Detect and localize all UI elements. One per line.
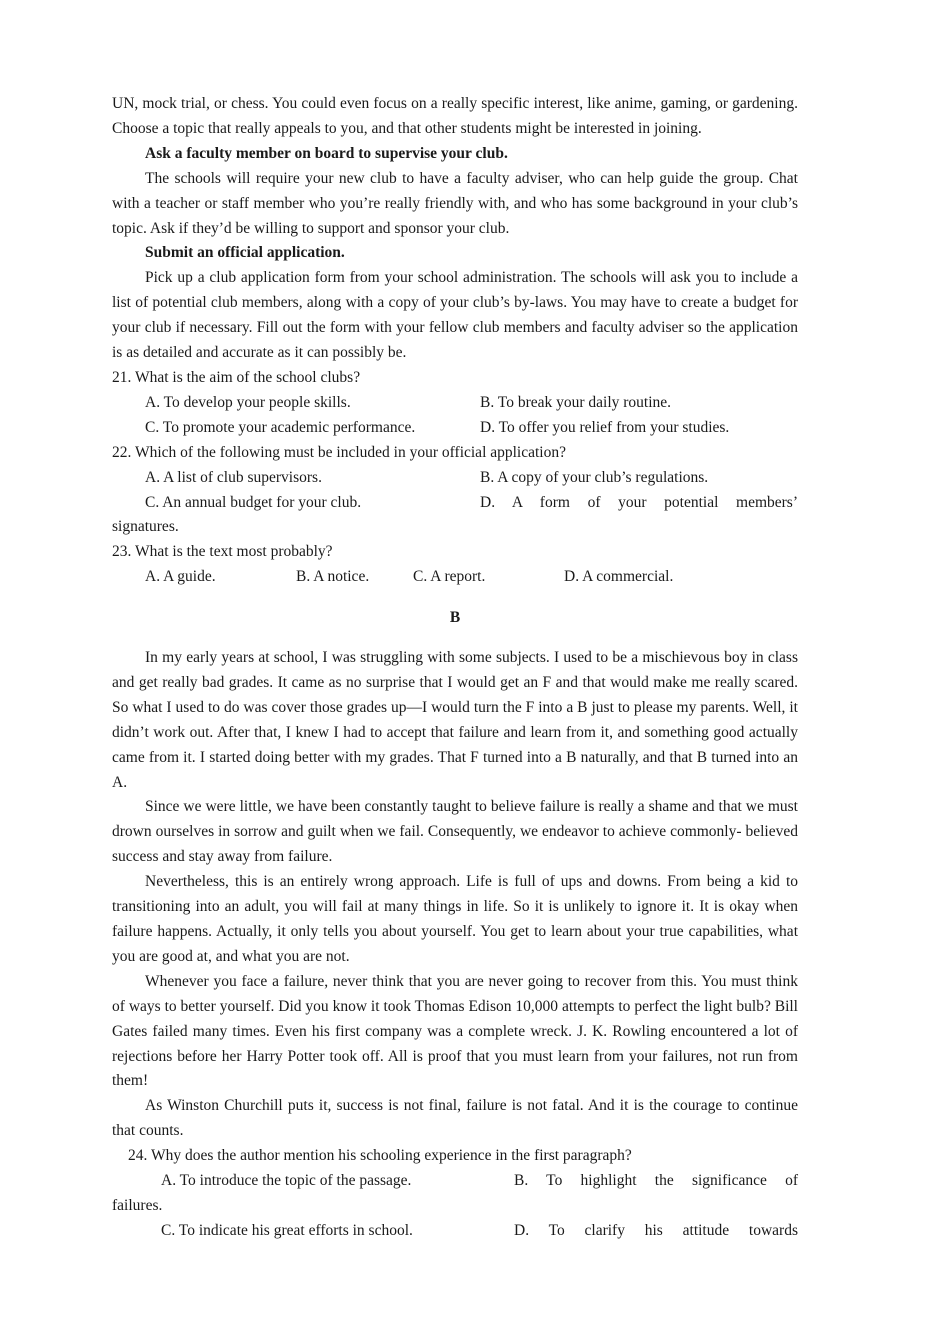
question-21-options-row-2 — [112, 416, 798, 441]
question-22-option-d: D. A form of your potential members’ — [480, 493, 798, 511]
question-22-option-b: B. A copy of your club’s regulations. — [480, 468, 709, 486]
question-24-options-row-1 — [112, 1169, 798, 1194]
question-21-stem: 21. What is the aim of the school clubs? — [112, 368, 361, 386]
question-22-option-d-continued: signatures. — [112, 518, 179, 536]
passage-b-paragraph-4: Whenever you face a failure, never think that you are never going to recover from this. You must think of ways to better yourself. Did you know it took Thomas Edison 10,000 attempts to perfect the light bulb? Bill Gates failed many times. Even his first company was a complete wreck. J. K. Rowling encountered a lot of rejections before her Harry Potter took off. All is proof that you must learn from your failures, not run from them! — [112, 972, 798, 1090]
passage-a-intro-end: UN, mock trial, or chess. You could even focus on a really specific interest, like anime, gaming, or gardening. Choose a topic that really appeals to you, and that other students might be interested in joining. — [112, 95, 798, 137]
section-b-label: B — [449, 608, 461, 626]
paragraph-faculty: The schools will require your new club to have a faculty adviser, who can help guide the group. Chat with a teacher or staff member who you’re really friendly with, and who has some background in your club’s topic. Ask if they’d be willing to support and sponsor your club. — [112, 169, 798, 237]
question-24-stem: 24. Why does the author mention his schooling experience in the first paragraph? — [128, 1147, 632, 1165]
question-24-option-b-continued: failures. — [112, 1196, 163, 1214]
passage-b-paragraph-5: As Winston Churchill puts it, success is not final, failure is not fatal. And it is the courage to continue that counts. — [112, 1097, 798, 1140]
question-22-options-row-2 — [112, 491, 798, 516]
question-21-option-b: B. To break your daily routine. — [480, 393, 672, 411]
question-23-option-b: B. A notice. — [296, 568, 370, 586]
question-24-options-row-2 — [112, 1219, 798, 1244]
question-24-option-c: C. To indicate his great efforts in school. — [161, 1221, 413, 1239]
question-21-option-a: A. To develop your people skills. — [145, 393, 351, 411]
question-24-option-b: B. To highlight the significance of — [514, 1172, 798, 1190]
question-22-stem: 22. Which of the following must be included in your official application? — [112, 443, 566, 461]
question-23-option-a: A. A guide. — [145, 568, 216, 586]
question-22-options-row-1 — [112, 466, 798, 491]
question-21-option-d: D. To offer you relief from your studies. — [480, 418, 730, 436]
question-22-option-a: A. A list of club supervisors. — [145, 468, 322, 486]
heading-faculty: Ask a faculty member on board to supervise your club. — [145, 144, 508, 162]
question-22-option-c: C. An annual budget for your club. — [145, 493, 362, 511]
question-24-option-a: A. To introduce the topic of the passage. — [161, 1172, 412, 1190]
question-23-stem: 23. What is the text most probably? — [112, 543, 333, 561]
question-23-options-row — [112, 565, 798, 590]
question-23-option-d: D. A commercial. — [564, 568, 674, 586]
paragraph-application: Pick up a club application form from your school administration. The schools will ask you to include a list of potential club members, along with a copy of your club’s by-laws. You may have to create a budget for your club if necessary. Fill out the form with your fellow club members and faculty adviser so the application is as detailed and accurate as it can possibly be. — [112, 269, 798, 362]
document-page — [112, 92, 798, 1244]
question-21-option-c: C. To promote your academic performance. — [145, 418, 416, 436]
passage-b-paragraph-1: In my early years at school, I was struggling with some subjects. I used to be a mischievous boy in class and get really bad grades. It came as no surprise that I would get an F and that would make me really scared. So what I used to do was cover those grades up—I would turn the F into a B just to please my parents. Well, it didn’t work out. After that, I knew I had to accept that failure and learn from it, and something good actually came from it. I started doing better with my grades. That F turned into a B naturally, and that B turned into an A. — [112, 649, 798, 791]
passage-b-paragraph-2: Since we were little, we have been constantly taught to believe failure is really a shame and that we must drown ourselves in sorrow and guilt when we fail. Consequently, we endeavor to achieve commonly- believed success and stay away from failure. — [112, 798, 798, 866]
question-24-option-d: D. To clarify his attitude towards — [514, 1221, 798, 1239]
heading-application: Submit an official application. — [145, 244, 345, 262]
question-21-options-row-1 — [112, 391, 798, 416]
passage-b-paragraph-3: Nevertheless, this is an entirely wrong approach. Life is full of ups and downs. From being a kid to transitioning into an adult, you will fail at many things in life. So it is unlikely to ignore it. It is okay when failure happens. Actually, it only tells you about yourself. You get to learn about your true capabilities, what you are good at, and what you are not. — [112, 873, 798, 965]
question-23-option-c: C. A report. — [413, 568, 486, 586]
